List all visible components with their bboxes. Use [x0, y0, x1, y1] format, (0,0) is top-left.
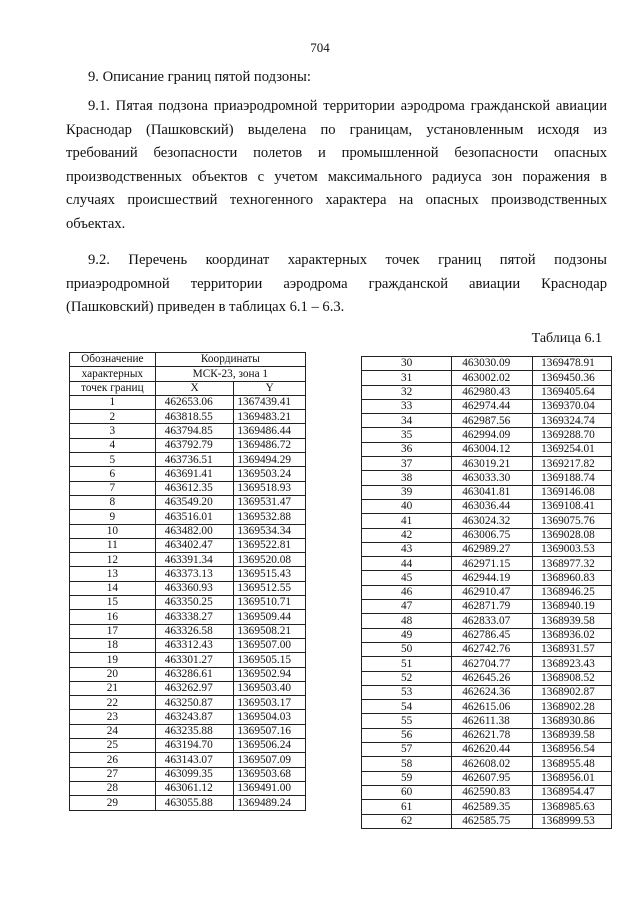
x-cell: 463360.93	[155, 581, 234, 595]
y-cell: 1369532.88	[234, 510, 306, 524]
y-cell: 1369508.21	[234, 624, 306, 638]
point-cell: 58	[362, 757, 452, 771]
table-row	[362, 671, 612, 685]
x-cell: 463792.79	[155, 438, 234, 452]
table-row	[362, 685, 612, 699]
point-cell: 15	[70, 596, 156, 610]
table-row	[362, 714, 612, 728]
x-cell: 463350.25	[155, 596, 234, 610]
y-cell: 1368954.47	[533, 785, 612, 799]
y-cell: 1368939.58	[533, 614, 612, 628]
y-cell: 1369486.44	[234, 424, 306, 438]
x-cell: 462620.44	[452, 743, 533, 757]
y-cell: 1369489.24	[234, 796, 306, 810]
y-cell: 1369503.40	[234, 681, 306, 695]
table-row	[70, 410, 306, 424]
point-cell: 25	[70, 739, 156, 753]
y-cell: 1369522.81	[234, 538, 306, 552]
x-cell: 463402.47	[155, 538, 234, 552]
point-cell: 53	[362, 685, 452, 699]
point-cell: 39	[362, 485, 452, 499]
point-cell: 38	[362, 471, 452, 485]
x-cell: 463235.88	[155, 724, 234, 738]
x-cell: 463033.30	[452, 471, 533, 485]
table-row	[362, 614, 612, 628]
point-cell: 42	[362, 528, 452, 542]
y-cell: 1369503.24	[234, 467, 306, 481]
table-caption: Таблица 6.1	[531, 331, 602, 346]
paragraph-9-2: 9.2. Перечень координат характерных точек границ пятой подзоны приаэродромной территории аэродрома гражданской авиации Краснодар (Пашковский) приведен в таблицах 6.1 – 6.3.	[66, 252, 607, 316]
y-cell: 1368960.83	[533, 571, 612, 585]
paragraph-9-1: 9.1. Пятая подзона приаэродромной территории аэродрома гражданской авиации Краснодар (Пашковский) выделена по границам, установленным исходя из требований безопасности полетов и промышленной безопасности опасных производственных объектов с учетом максимального радиуса зон поражения в случаях происшествий техногенного характера на опасных производственных объектах.	[66, 98, 607, 232]
point-cell: 45	[362, 571, 452, 585]
point-cell: 59	[362, 771, 452, 785]
y-cell: 1368931.57	[533, 642, 612, 656]
table-row	[362, 485, 612, 499]
header-coords-label-2: МСК-23, зона 1	[155, 367, 305, 381]
x-cell: 462742.76	[452, 642, 533, 656]
table-row	[70, 553, 306, 567]
point-cell: 40	[362, 499, 452, 513]
point-cell: 4	[70, 438, 156, 452]
point-cell: 61	[362, 800, 452, 814]
x-cell: 463373.13	[155, 567, 234, 581]
table-row	[362, 399, 612, 413]
table-row	[70, 510, 306, 524]
point-cell: 36	[362, 442, 452, 456]
point-cell: 20	[70, 667, 156, 681]
table-row	[362, 385, 612, 399]
point-cell: 51	[362, 657, 452, 671]
header-coords-label-1: Координаты	[155, 353, 305, 367]
x-cell: 463019.21	[452, 457, 533, 471]
x-cell: 463818.55	[155, 410, 234, 424]
point-cell: 31	[362, 371, 452, 385]
y-cell: 1369502.94	[234, 667, 306, 681]
point-cell: 62	[362, 814, 452, 828]
y-cell: 1369506.24	[234, 739, 306, 753]
y-cell: 1369254.01	[533, 442, 612, 456]
table-row	[70, 796, 306, 810]
table-row	[362, 357, 612, 371]
table-row	[362, 743, 612, 757]
table-row	[362, 471, 612, 485]
x-cell: 463262.97	[155, 681, 234, 695]
point-cell: 34	[362, 414, 452, 428]
table-row	[70, 524, 306, 538]
y-cell: 1368923.43	[533, 657, 612, 671]
y-cell: 1368999.53	[533, 814, 612, 828]
table-row	[70, 638, 306, 652]
x-cell: 463041.81	[452, 485, 533, 499]
point-cell: 1	[70, 395, 156, 409]
x-cell: 463312.43	[155, 638, 234, 652]
point-cell: 49	[362, 628, 452, 642]
x-cell: 463549.20	[155, 495, 234, 509]
table-row	[70, 438, 306, 452]
table-row	[362, 785, 612, 799]
table-row	[362, 528, 612, 542]
point-cell: 41	[362, 514, 452, 528]
x-cell: 462653.06	[155, 395, 234, 409]
point-cell: 23	[70, 710, 156, 724]
table-row	[362, 814, 612, 828]
y-cell: 1369504.03	[234, 710, 306, 724]
y-cell: 1369534.34	[234, 524, 306, 538]
x-cell: 462980.43	[452, 385, 533, 399]
y-cell: 1369494.29	[234, 453, 306, 467]
point-cell: 29	[70, 796, 156, 810]
y-cell: 1368902.28	[533, 700, 612, 714]
point-cell: 50	[362, 642, 452, 656]
table-header-row-1	[70, 353, 306, 367]
x-cell: 462987.56	[452, 414, 533, 428]
point-cell: 19	[70, 653, 156, 667]
y-cell: 1369486.72	[234, 438, 306, 452]
y-cell: 1369520.08	[234, 553, 306, 567]
x-cell: 462971.15	[452, 557, 533, 571]
table-right-body	[362, 357, 612, 829]
x-cell: 463482.00	[155, 524, 234, 538]
x-cell: 462645.26	[452, 671, 533, 685]
table-header-row-2	[70, 367, 306, 381]
table-row	[70, 495, 306, 509]
point-cell: 57	[362, 743, 452, 757]
table-row	[70, 424, 306, 438]
x-cell: 463143.07	[155, 753, 234, 767]
y-cell: 1369405.64	[533, 385, 612, 399]
x-cell: 463243.87	[155, 710, 234, 724]
point-cell: 3	[70, 424, 156, 438]
table-row	[70, 481, 306, 495]
x-cell: 463002.02	[452, 371, 533, 385]
table-row	[362, 800, 612, 814]
point-cell: 21	[70, 681, 156, 695]
x-cell: 462786.45	[452, 628, 533, 642]
x-cell: 462974.44	[452, 399, 533, 413]
y-cell: 1368902.87	[533, 685, 612, 699]
table-row	[362, 771, 612, 785]
x-cell: 462994.09	[452, 428, 533, 442]
x-cell: 462871.79	[452, 600, 533, 614]
y-cell: 1369507.09	[234, 753, 306, 767]
table-row	[70, 724, 306, 738]
point-cell: 33	[362, 399, 452, 413]
y-cell: 1369505.15	[234, 653, 306, 667]
x-cell: 462611.38	[452, 714, 533, 728]
x-cell: 462590.83	[452, 785, 533, 799]
x-cell: 463301.27	[155, 653, 234, 667]
table-row	[70, 581, 306, 595]
y-cell: 1369450.36	[533, 371, 612, 385]
x-cell: 463099.35	[155, 767, 234, 781]
table-header-row-3	[70, 381, 306, 395]
table-row	[70, 681, 306, 695]
table-row	[70, 467, 306, 481]
x-cell: 463194.70	[155, 739, 234, 753]
x-cell: 462589.35	[452, 800, 533, 814]
y-cell: 1368977.32	[533, 557, 612, 571]
point-cell: 60	[362, 785, 452, 799]
y-cell: 1368936.02	[533, 628, 612, 642]
point-cell: 22	[70, 696, 156, 710]
table-row	[70, 753, 306, 767]
y-cell: 1369146.08	[533, 485, 612, 499]
y-cell: 1369188.74	[533, 471, 612, 485]
point-cell: 27	[70, 767, 156, 781]
y-cell: 1369491.00	[234, 781, 306, 795]
table-row	[70, 781, 306, 795]
x-cell: 462607.95	[452, 771, 533, 785]
x-cell: 462621.78	[452, 728, 533, 742]
point-cell: 46	[362, 585, 452, 599]
y-cell: 1368956.54	[533, 743, 612, 757]
point-cell: 47	[362, 600, 452, 614]
table-row	[362, 757, 612, 771]
table-row	[70, 395, 306, 409]
x-cell: 462944.19	[452, 571, 533, 585]
y-cell: 1369108.41	[533, 499, 612, 513]
point-cell: 11	[70, 538, 156, 552]
point-cell: 17	[70, 624, 156, 638]
header-point-label-2: характерных	[70, 367, 156, 381]
y-cell: 1369288.70	[533, 428, 612, 442]
x-cell: 463004.12	[452, 442, 533, 456]
table-left-body	[70, 395, 306, 810]
y-cell: 1369483.21	[234, 410, 306, 424]
table-row	[70, 739, 306, 753]
table-row	[362, 728, 612, 742]
header-y-label: Y	[234, 381, 306, 395]
point-cell: 52	[362, 671, 452, 685]
point-cell: 35	[362, 428, 452, 442]
point-cell: 43	[362, 542, 452, 556]
table-row	[70, 567, 306, 581]
point-cell: 18	[70, 638, 156, 652]
y-cell: 1369478.91	[533, 357, 612, 371]
y-cell: 1369507.00	[234, 638, 306, 652]
point-cell: 32	[362, 385, 452, 399]
point-cell: 8	[70, 495, 156, 509]
y-cell: 1369510.71	[234, 596, 306, 610]
x-cell: 463391.34	[155, 553, 234, 567]
y-cell: 1369515.43	[234, 567, 306, 581]
x-cell: 463612.35	[155, 481, 234, 495]
point-cell: 5	[70, 453, 156, 467]
point-cell: 44	[362, 557, 452, 571]
header-point-label-3: точек границ	[70, 381, 156, 395]
y-cell: 1369370.04	[533, 399, 612, 413]
table-row	[362, 428, 612, 442]
x-cell: 462585.75	[452, 814, 533, 828]
point-cell: 13	[70, 567, 156, 581]
point-cell: 54	[362, 700, 452, 714]
y-cell: 1368940.19	[533, 600, 612, 614]
point-cell: 10	[70, 524, 156, 538]
x-cell: 463736.51	[155, 453, 234, 467]
x-cell: 463036.44	[452, 499, 533, 513]
x-cell: 463030.09	[452, 357, 533, 371]
table-row	[362, 557, 612, 571]
y-cell: 1368955.48	[533, 757, 612, 771]
coordinates-table-right	[361, 356, 612, 829]
point-cell: 56	[362, 728, 452, 742]
x-cell: 463061.12	[155, 781, 234, 795]
x-cell: 463326.58	[155, 624, 234, 638]
y-cell: 1368956.01	[533, 771, 612, 785]
y-cell: 1369503.17	[234, 696, 306, 710]
x-cell: 462989.27	[452, 542, 533, 556]
y-cell: 1369512.55	[234, 581, 306, 595]
point-cell: 16	[70, 610, 156, 624]
y-cell: 1368939.58	[533, 728, 612, 742]
y-cell: 1369531.47	[234, 495, 306, 509]
y-cell: 1367439.41	[234, 395, 306, 409]
table-row	[362, 414, 612, 428]
table-row	[70, 538, 306, 552]
y-cell: 1369509.44	[234, 610, 306, 624]
table-row	[70, 710, 306, 724]
page-number: 704	[310, 40, 330, 55]
section-heading: 9. Описание границ пятой подзоны:	[88, 69, 311, 85]
coordinates-table-left	[69, 352, 306, 811]
x-cell: 462615.06	[452, 700, 533, 714]
x-cell: 463250.87	[155, 696, 234, 710]
table-row	[70, 610, 306, 624]
table-row	[362, 628, 612, 642]
point-cell: 28	[70, 781, 156, 795]
point-cell: 2	[70, 410, 156, 424]
point-cell: 55	[362, 714, 452, 728]
point-cell: 14	[70, 581, 156, 595]
table-row	[362, 571, 612, 585]
y-cell: 1368908.52	[533, 671, 612, 685]
x-cell: 462704.77	[452, 657, 533, 671]
x-cell: 463516.01	[155, 510, 234, 524]
y-cell: 1369217.82	[533, 457, 612, 471]
table-row	[70, 453, 306, 467]
point-cell: 26	[70, 753, 156, 767]
x-cell: 463794.85	[155, 424, 234, 438]
table-row	[362, 442, 612, 456]
table-row	[362, 499, 612, 513]
y-cell: 1369507.16	[234, 724, 306, 738]
y-cell: 1369028.08	[533, 528, 612, 542]
x-cell: 463691.41	[155, 467, 234, 481]
table-row	[70, 596, 306, 610]
x-cell: 462833.07	[452, 614, 533, 628]
x-cell: 463024.32	[452, 514, 533, 528]
table-row	[362, 542, 612, 556]
y-cell: 1369003.53	[533, 542, 612, 556]
table-row	[362, 585, 612, 599]
y-cell: 1368985.63	[533, 800, 612, 814]
table-row	[70, 653, 306, 667]
y-cell: 1369075.76	[533, 514, 612, 528]
y-cell: 1369518.93	[234, 481, 306, 495]
x-cell: 462624.36	[452, 685, 533, 699]
table-row	[70, 696, 306, 710]
x-cell: 463338.27	[155, 610, 234, 624]
table-row	[362, 642, 612, 656]
point-cell: 9	[70, 510, 156, 524]
point-cell: 24	[70, 724, 156, 738]
header-point-label-1: Обозначение	[70, 353, 156, 367]
table-row	[362, 514, 612, 528]
table-row	[362, 600, 612, 614]
x-cell: 463055.88	[155, 796, 234, 810]
table-row	[362, 457, 612, 471]
table-row	[362, 700, 612, 714]
y-cell: 1369324.74	[533, 414, 612, 428]
point-cell: 7	[70, 481, 156, 495]
table-row	[70, 667, 306, 681]
x-cell: 463286.61	[155, 667, 234, 681]
y-cell: 1368930.86	[533, 714, 612, 728]
table-row	[70, 767, 306, 781]
x-cell: 462910.47	[452, 585, 533, 599]
table-row	[362, 657, 612, 671]
point-cell: 37	[362, 457, 452, 471]
point-cell: 6	[70, 467, 156, 481]
point-cell: 12	[70, 553, 156, 567]
table-row	[70, 624, 306, 638]
point-cell: 30	[362, 357, 452, 371]
header-x-label: X	[155, 381, 234, 395]
x-cell: 463006.75	[452, 528, 533, 542]
y-cell: 1369503.68	[234, 767, 306, 781]
point-cell: 48	[362, 614, 452, 628]
table-row	[362, 371, 612, 385]
x-cell: 462608.02	[452, 757, 533, 771]
y-cell: 1368946.25	[533, 585, 612, 599]
